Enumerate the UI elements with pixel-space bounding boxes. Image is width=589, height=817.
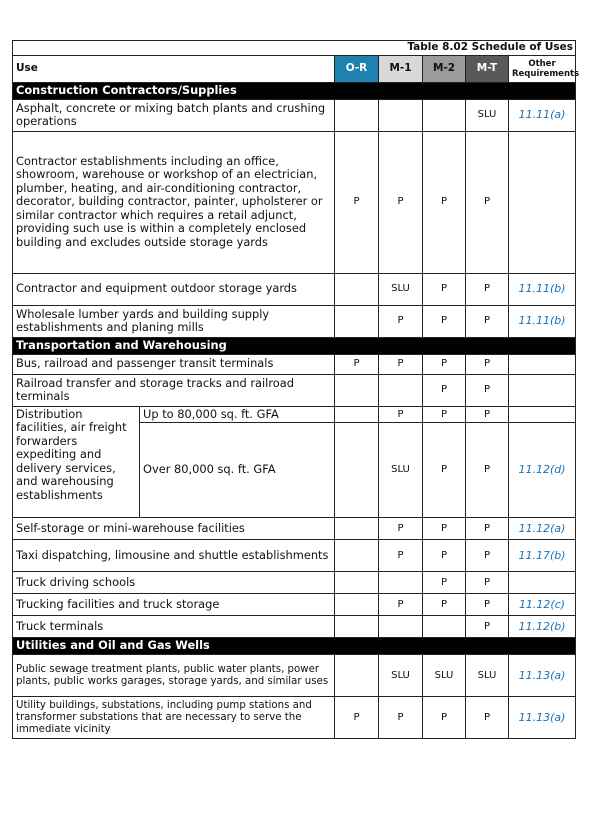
mt-cell: P <box>466 305 509 337</box>
table-row <box>13 518 576 540</box>
or-cell <box>335 99 379 131</box>
requirement-cell: 11.12(d) <box>509 423 576 518</box>
or-cell <box>335 655 379 697</box>
m2-cell: P <box>423 406 466 423</box>
mt-cell: P <box>466 572 509 594</box>
mt-cell: P <box>466 374 509 406</box>
schedule-of-uses-table <box>12 40 580 739</box>
sub-use-cell: Up to 80,000 sq. ft. GFA <box>140 406 335 423</box>
section-title: Transportation and Warehousing <box>13 337 576 354</box>
mt-cell: P <box>466 540 509 572</box>
table-row <box>13 697 576 739</box>
m1-cell <box>379 99 423 131</box>
m2-cell <box>423 99 466 131</box>
mt-cell: P <box>466 406 509 423</box>
table-row <box>13 616 576 638</box>
mt-cell: SLU <box>466 655 509 697</box>
requirement-cell <box>509 572 576 594</box>
header-m1: M-1 <box>379 55 423 82</box>
use-cell: Distribution facilities, air freight forwarders expediting and delivery services, and warehousing establishments <box>13 406 140 518</box>
or-cell <box>335 423 379 518</box>
table-row <box>13 374 576 406</box>
or-cell <box>335 374 379 406</box>
use-cell: Contractor and equipment outdoor storage yards <box>13 273 335 305</box>
requirement-cell <box>509 354 576 374</box>
m1-cell: P <box>379 697 423 739</box>
section-row <box>13 337 576 354</box>
use-cell: Truck driving schools <box>13 572 335 594</box>
header-row <box>13 55 576 82</box>
m1-cell: P <box>379 518 423 540</box>
use-cell: Self-storage or mini-warehouse facilities <box>13 518 335 540</box>
m1-cell <box>379 616 423 638</box>
mt-cell: SLU <box>466 99 509 131</box>
or-cell: P <box>335 697 379 739</box>
requirement-cell <box>509 374 576 406</box>
m2-cell <box>423 616 466 638</box>
m1-cell: P <box>379 406 423 423</box>
or-cell: P <box>335 354 379 374</box>
or-cell <box>335 273 379 305</box>
m2-cell: P <box>423 354 466 374</box>
mt-cell: P <box>466 594 509 616</box>
table-row <box>13 273 576 305</box>
use-cell: Bus, railroad and passenger transit terminals <box>13 354 335 374</box>
m2-cell: P <box>423 518 466 540</box>
requirement-cell: 11.17(b) <box>509 540 576 572</box>
use-cell: Trucking facilities and truck storage <box>13 594 335 616</box>
or-cell <box>335 540 379 572</box>
mt-cell: P <box>466 697 509 739</box>
use-cell: Wholesale lumber yards and building supply establishments and planing mills <box>13 305 335 337</box>
header-m2: M-2 <box>423 55 466 82</box>
m1-cell: P <box>379 131 423 273</box>
m1-cell <box>379 374 423 406</box>
requirement-cell: 11.12(c) <box>509 594 576 616</box>
or-cell <box>335 518 379 540</box>
use-cell: Public sewage treatment plants, public water plants, power plants, public works garages, storage yards, and similar uses <box>13 655 335 697</box>
m1-cell <box>379 572 423 594</box>
m2-cell: P <box>423 423 466 518</box>
m2-cell: P <box>423 572 466 594</box>
use-cell: Taxi dispatching, limousine and shuttle establishments <box>13 540 335 572</box>
requirement-cell: 11.13(a) <box>509 655 576 697</box>
m1-cell: P <box>379 540 423 572</box>
m1-cell: P <box>379 594 423 616</box>
requirement-cell: 11.12(a) <box>509 518 576 540</box>
table-row <box>13 131 576 273</box>
mt-cell: P <box>466 354 509 374</box>
or-cell <box>335 406 379 423</box>
table-row <box>13 572 576 594</box>
header-or: O-R <box>335 55 379 82</box>
or-cell <box>335 305 379 337</box>
m1-cell: P <box>379 354 423 374</box>
m2-cell: P <box>423 594 466 616</box>
table-row <box>13 305 576 337</box>
table-row <box>13 406 576 423</box>
m1-cell: SLU <box>379 655 423 697</box>
sub-use-cell: Over 80,000 sq. ft. GFA <box>140 423 335 518</box>
header-mt: M-T <box>466 55 509 82</box>
m2-cell: P <box>423 273 466 305</box>
m1-cell: SLU <box>379 423 423 518</box>
m2-cell: P <box>423 540 466 572</box>
use-cell: Truck terminals <box>13 616 335 638</box>
requirement-cell: 11.12(b) <box>509 616 576 638</box>
table-row <box>13 655 576 697</box>
header-use: Use <box>13 55 335 82</box>
section-title: Utilities and Oil and Gas Wells <box>13 638 576 655</box>
header-other: Other Requirements <box>509 55 576 82</box>
table-row <box>13 594 576 616</box>
mt-cell: P <box>466 518 509 540</box>
m2-cell: SLU <box>423 655 466 697</box>
section-title: Construction Contractors/Supplies <box>13 82 576 99</box>
requirement-cell: 11.13(a) <box>509 697 576 739</box>
table-title-row <box>13 41 576 56</box>
requirement-cell: 11.11(b) <box>509 305 576 337</box>
requirement-cell: 11.11(a) <box>509 99 576 131</box>
table-row <box>13 354 576 374</box>
or-cell <box>335 616 379 638</box>
m2-cell: P <box>423 131 466 273</box>
requirement-cell <box>509 406 576 423</box>
requirement-cell <box>509 131 576 273</box>
use-cell: Contractor establishments including an office, showroom, warehouse or workshop of an electrician, plumber, heating, and air-conditioning contractor, decorator, building contractor, painter, upholsterer or similar contractor which requires a retail adjunct, providing such use is within a completely enclosed building and excludes outside storage yards <box>13 131 335 273</box>
table-title: Table 8.02 Schedule of Uses <box>379 41 576 56</box>
use-cell: Asphalt, concrete or mixing batch plants and crushing operations <box>13 99 335 131</box>
m1-cell: SLU <box>379 273 423 305</box>
or-cell: P <box>335 131 379 273</box>
mt-cell: P <box>466 273 509 305</box>
m2-cell: P <box>423 305 466 337</box>
mt-cell: P <box>466 423 509 518</box>
table-row <box>13 540 576 572</box>
mt-cell: P <box>466 616 509 638</box>
section-row <box>13 82 576 99</box>
requirement-cell: 11.11(b) <box>509 273 576 305</box>
use-cell: Railroad transfer and storage tracks and railroad terminals <box>13 374 335 406</box>
m2-cell: P <box>423 697 466 739</box>
m1-cell: P <box>379 305 423 337</box>
or-cell <box>335 572 379 594</box>
table-row <box>13 99 576 131</box>
mt-cell: P <box>466 131 509 273</box>
or-cell <box>335 594 379 616</box>
use-cell: Utility buildings, substations, including pump stations and transformer substations that are necessary to serve the immediate vicinity <box>13 697 335 739</box>
section-row <box>13 638 576 655</box>
m2-cell: P <box>423 374 466 406</box>
